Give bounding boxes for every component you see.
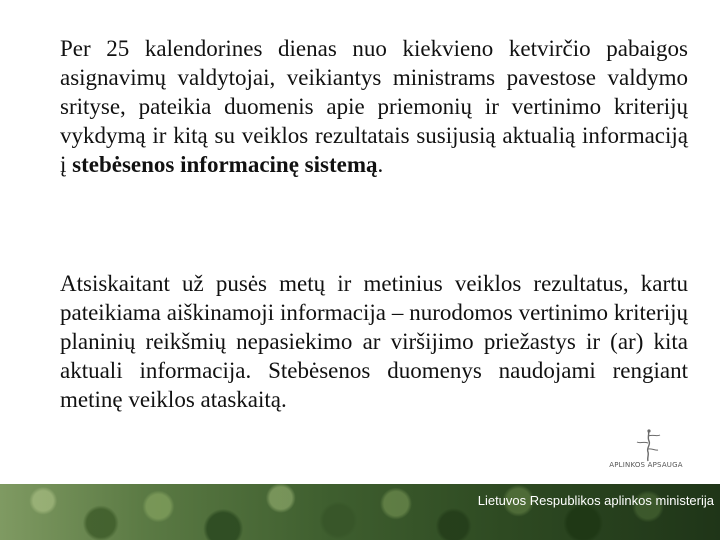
paragraph-2-text: Atsiskaitant už pusės metų ir metinius veiklos rezultatus, kartu pateikiama aiškinamoji informacija – nurodomos vertinimo kriterijų planinių reikšmių nepasiekimo ar viršijimo priežastys ir (ar) kita aktuali informacija. Stebėsenos duomenys naudojami rengiant metinę veiklos ataskaitą. bbox=[60, 271, 688, 412]
logo-text: APLINKOS APSAUGA bbox=[609, 461, 683, 469]
ministry-name: Lietuvos Respublikos aplinkos ministerija bbox=[477, 493, 714, 508]
forest-footer-band bbox=[0, 484, 720, 540]
figure-leaf-icon bbox=[598, 428, 694, 462]
paragraph-1-text: Per 25 kalendorines dienas nuo kiekvieno ketvirčio pabaigos asignavimų valdytojai, veikiantys ministrams pavestose valdymo srityse, pateikia duomenis apie priemonių ir vertinimo kriterijų vykdymą ir kitą su veiklos rezultatais susijusią aktualią informaciją į bbox=[60, 36, 688, 177]
paragraph-annual-reporting bbox=[60, 269, 688, 414]
paragraph-1-bold-text: stebėsenos informacinę sistemą bbox=[72, 152, 378, 177]
aplinkos-apsauga-logo bbox=[598, 428, 694, 484]
paragraph-1-period: . bbox=[377, 152, 384, 177]
paragraph-quarterly-reporting bbox=[60, 34, 688, 179]
